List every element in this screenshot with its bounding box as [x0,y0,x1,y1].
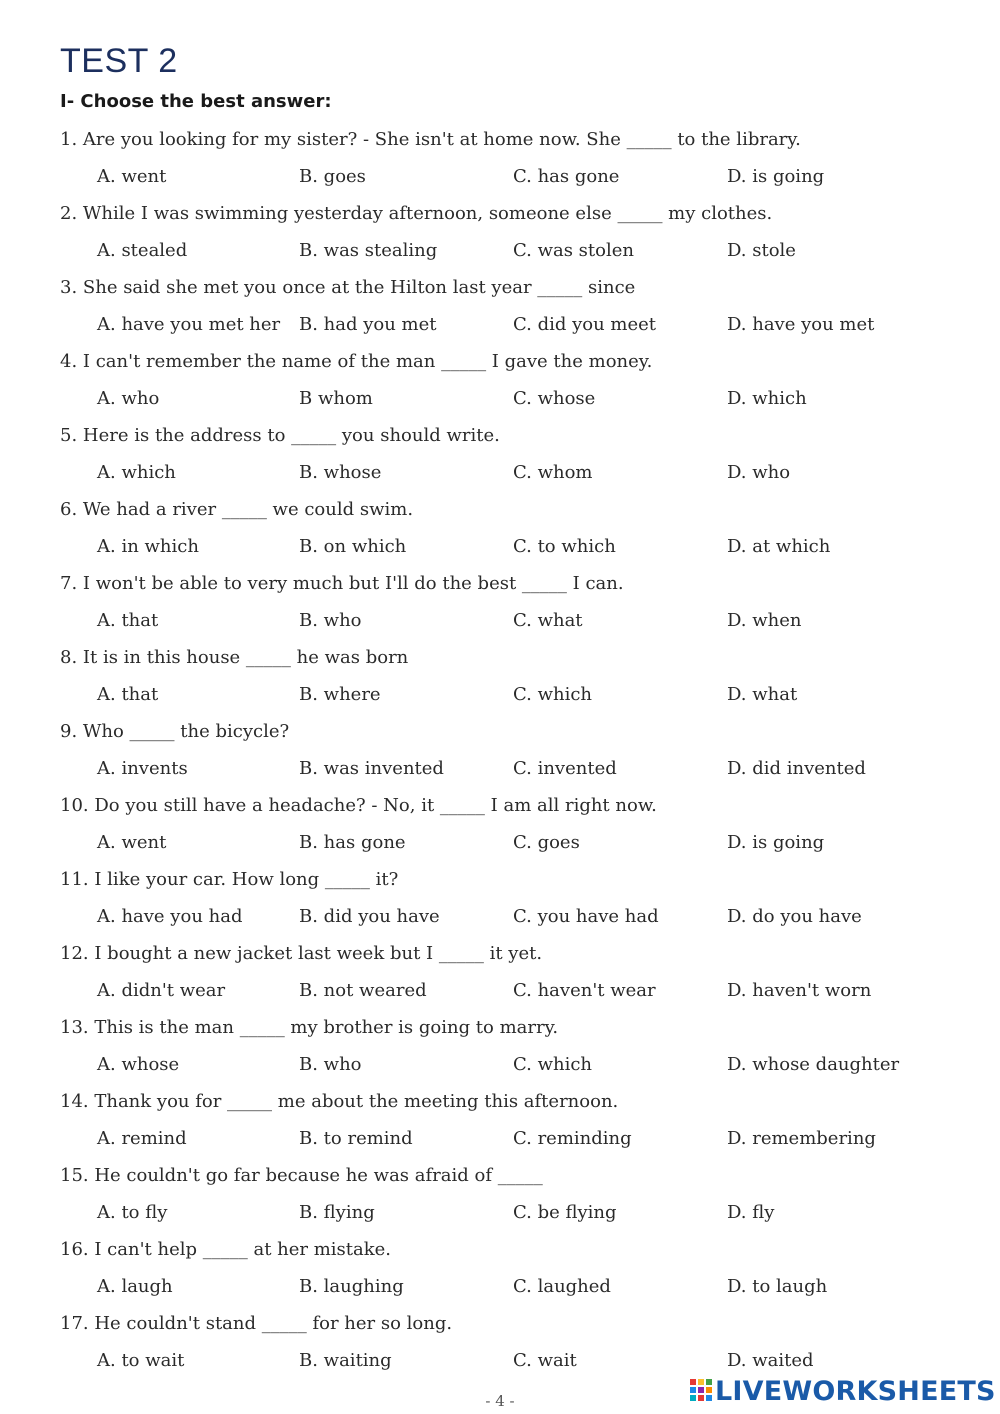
question-stem: 17. He couldn't stand _____ for her so long. [60,1313,453,1334]
answer-option[interactable]: D. is going [727,832,825,853]
question-stem: 2. While I was swimming yesterday afternoon, someone else _____ my clothes. [60,203,773,224]
answer-option[interactable]: A. have you met her [97,314,281,335]
section-heading: I- Choose the best answer: [60,91,332,112]
question-list [60,126,960,1384]
question-item [60,570,960,644]
question-item [60,1310,960,1384]
question-item [60,1162,960,1236]
answer-option[interactable]: A. who [97,388,160,409]
question-stem: 10. Do you still have a headache? - No, it _____ I am all right now. [60,795,657,816]
answer-option[interactable]: D. stole [727,240,796,261]
question-item [60,1236,960,1310]
answer-option[interactable]: C. to which [513,536,616,557]
answer-option[interactable]: B. not weared [299,980,427,1001]
answer-option[interactable]: B. to remind [299,1128,413,1149]
answer-option[interactable]: A. went [97,832,167,853]
answer-option[interactable]: A. didn't wear [97,980,226,1001]
brand-logo[interactable] [690,1375,996,1407]
answer-option[interactable]: C. wait [513,1350,577,1371]
question-item [60,422,960,496]
answer-option[interactable]: D. when [727,610,802,631]
answer-option[interactable]: C. goes [513,832,580,853]
answer-option[interactable]: C. you have had [513,906,659,927]
answer-option[interactable]: C. did you meet [513,314,657,335]
answer-option[interactable]: A. invents [97,758,188,779]
question-stem: 4. I can't remember the name of the man _____ I gave the money. [60,351,653,372]
answer-option[interactable]: D. remembering [727,1128,876,1149]
answer-option[interactable]: A. that [97,684,159,705]
page-title: TEST 2 [60,42,178,80]
answer-option[interactable]: A. that [97,610,159,631]
question-item [60,1088,960,1162]
answer-option[interactable]: B whom [299,388,373,409]
answer-option[interactable]: B. on which [299,536,407,557]
answer-option[interactable]: C. what [513,610,583,631]
question-stem: 6. We had a river _____ we could swim. [60,499,414,520]
question-item [60,718,960,792]
question-stem: 5. Here is the address to _____ you should write. [60,425,500,446]
answer-option[interactable]: D. which [727,388,807,409]
answer-option[interactable]: A. to wait [97,1350,185,1371]
question-item [60,1014,960,1088]
answer-option[interactable]: C. which [513,1054,593,1075]
answer-option[interactable]: C. whom [513,462,593,483]
question-stem: 14. Thank you for _____ me about the meeting this afternoon. [60,1091,619,1112]
question-stem: 12. I bought a new jacket last week but I _____ it yet. [60,943,543,964]
question-item [60,866,960,940]
answer-option[interactable]: A. laugh [97,1276,173,1297]
answer-option[interactable]: C. invented [513,758,617,779]
answer-option[interactable]: B. did you have [299,906,440,927]
answer-option[interactable]: A. went [97,166,167,187]
answer-option[interactable]: D. did invented [727,758,866,779]
question-item [60,274,960,348]
question-item [60,348,960,422]
answer-option[interactable]: A. to fly [97,1202,168,1223]
liveworksheets-logo-icon [690,1379,712,1403]
answer-option[interactable]: C. whose [513,388,596,409]
answer-option[interactable]: C. was stolen [513,240,634,261]
answer-option[interactable]: B. had you met [299,314,437,335]
question-stem: 3. She said she met you once at the Hilton last year _____ since [60,277,636,298]
question-item [60,940,960,1014]
answer-option[interactable]: D. what [727,684,798,705]
question-stem: 13. This is the man _____ my brother is going to marry. [60,1017,559,1038]
answer-option[interactable]: D. have you met [727,314,875,335]
question-stem: 15. He couldn't go far because he was afraid of _____ [60,1165,543,1186]
answer-option[interactable]: B. laughing [299,1276,404,1297]
question-stem: 16. I can't help _____ at her mistake. [60,1239,392,1260]
answer-option[interactable]: B. who [299,610,362,631]
answer-option[interactable]: C. be flying [513,1202,617,1223]
question-stem: 11. I like your car. How long _____ it? [60,869,399,890]
answer-option[interactable]: B. waiting [299,1350,392,1371]
question-item [60,496,960,570]
question-item [60,644,960,718]
answer-option[interactable]: C. has gone [513,166,620,187]
answer-option[interactable]: A. remind [97,1128,187,1149]
brand-name: LIVEWORKSHEETS [715,1375,996,1407]
answer-option[interactable]: D. do you have [727,906,862,927]
question-item [60,792,960,866]
answer-option[interactable]: C. which [513,684,593,705]
question-stem: 7. I won't be able to very much but I'll do the best _____ I can. [60,573,624,594]
question-stem: 9. Who _____ the bicycle? [60,721,290,742]
answer-option[interactable]: B. has gone [299,832,406,853]
answer-option[interactable]: B. whose [299,462,382,483]
question-stem: 8. It is in this house _____ he was born [60,647,409,668]
answer-option[interactable]: D. at which [727,536,831,557]
question-stem: 1. Are you looking for my sister? - She isn't at home now. She _____ to the library. [60,129,801,150]
question-item [60,126,960,200]
answer-option[interactable]: B. was stealing [299,240,438,261]
answer-option[interactable]: B. where [299,684,381,705]
page-number: - 4 - [485,1392,515,1410]
answer-option[interactable]: D. haven't worn [727,980,872,1001]
answer-option[interactable]: C. reminding [513,1128,632,1149]
answer-option[interactable]: B. who [299,1054,362,1075]
answer-option[interactable]: B. flying [299,1202,375,1223]
answer-option[interactable]: A. which [97,462,176,483]
answer-option[interactable]: D. whose daughter [727,1054,900,1075]
question-item [60,200,960,274]
answer-option[interactable]: D. who [727,462,791,483]
answer-option[interactable]: B. goes [299,166,366,187]
answer-option[interactable]: D. waited [727,1350,814,1371]
answer-option[interactable]: D. fly [727,1202,775,1223]
answer-option[interactable]: C. haven't wear [513,980,656,1001]
answer-option[interactable]: D. to laugh [727,1276,828,1297]
answer-option[interactable]: A. whose [97,1054,180,1075]
answer-option[interactable]: A. in which [97,536,199,557]
answer-option[interactable]: A. stealed [97,240,188,261]
answer-option[interactable]: D. is going [727,166,825,187]
answer-option[interactable]: C. laughed [513,1276,611,1297]
answer-option[interactable]: A. have you had [97,906,243,927]
answer-option[interactable]: B. was invented [299,758,444,779]
